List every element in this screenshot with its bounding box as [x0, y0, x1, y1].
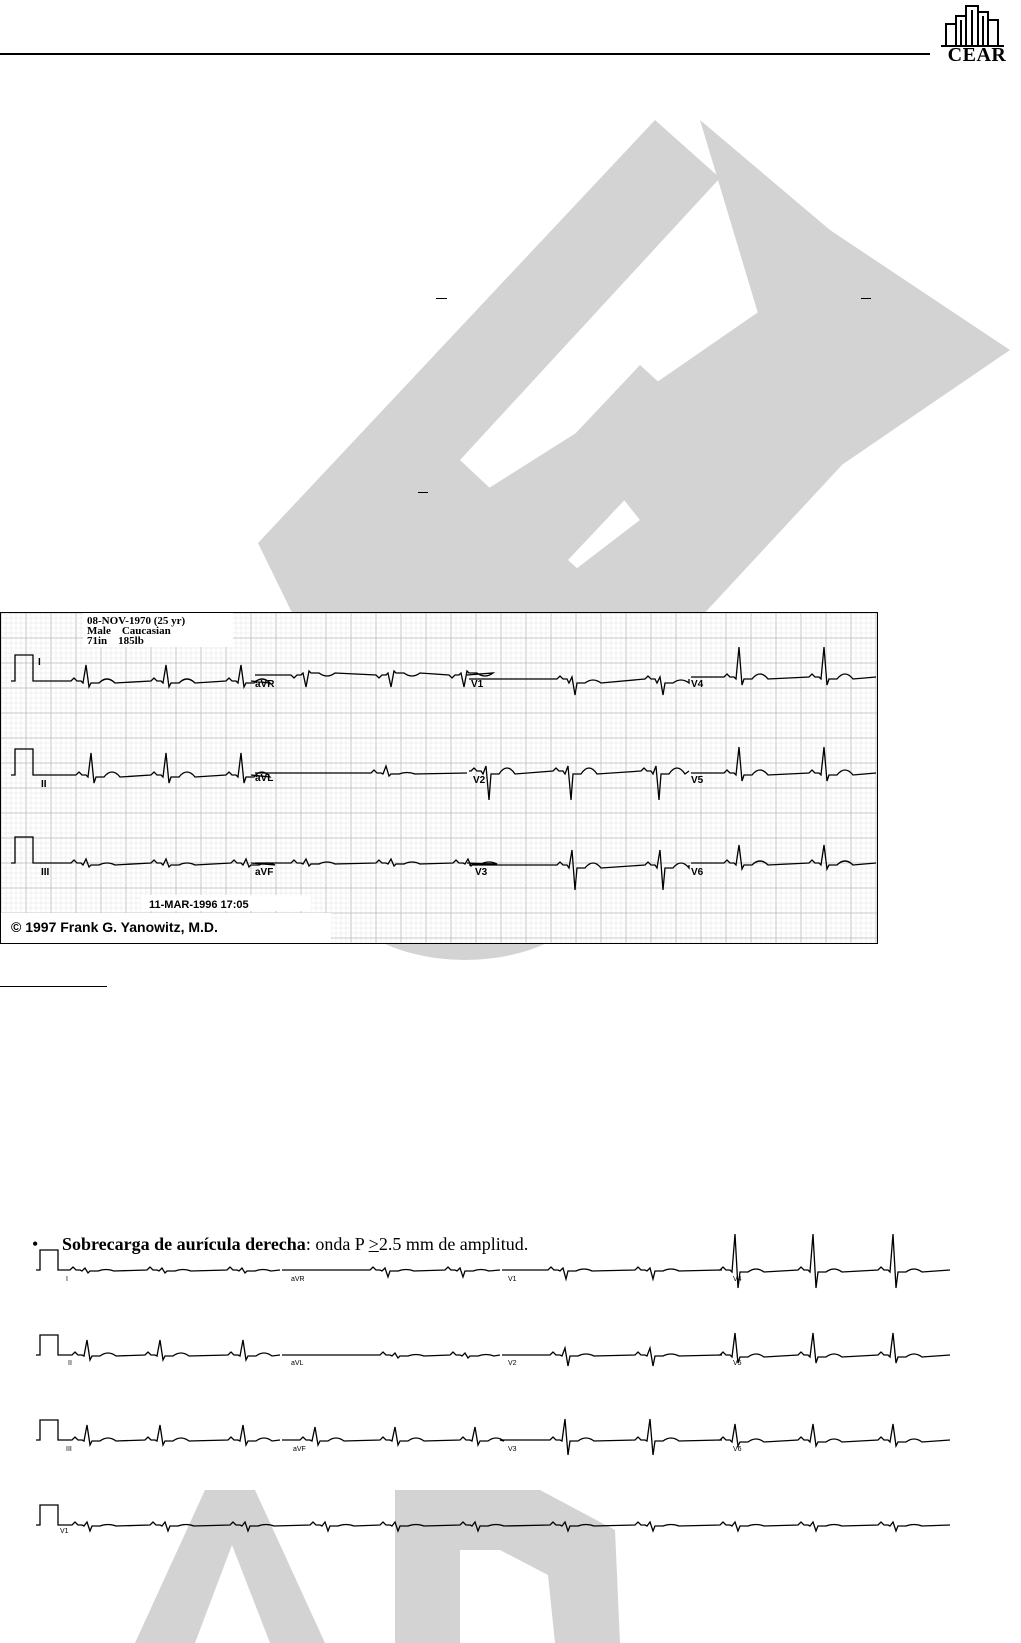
- calibration-pulse: [36, 1420, 62, 1440]
- lead-label: V4: [733, 1276, 742, 1283]
- lead-label: V6: [733, 1446, 742, 1453]
- lead-label: aVL: [255, 773, 274, 784]
- lead-label: V3: [475, 867, 488, 878]
- lead-label: V2: [473, 775, 486, 786]
- ecg-date: 11-MAR-1996 17:05: [149, 899, 249, 911]
- lead-label: V1: [60, 1528, 69, 1535]
- header-rule: [0, 53, 930, 55]
- logo-text: CEAR: [947, 44, 1007, 66]
- ecg-trace: [691, 845, 876, 869]
- patient-info: 08-NOV-1970 (25 yr) Male Caucasian 71in 185lb: [87, 615, 186, 647]
- ecg-trace: [502, 1419, 720, 1455]
- lead-label: V2: [508, 1360, 517, 1367]
- calibration-pulse: [36, 1335, 62, 1355]
- lead-label: V5: [691, 775, 704, 786]
- calibration-pulse: [36, 1505, 62, 1525]
- lead-label: I: [38, 657, 41, 668]
- ecg-figure-2: [0, 1220, 1021, 1550]
- calibration-pulse: [11, 837, 37, 863]
- greater-equal-symbol: >: [368, 1234, 379, 1254]
- lead-label: V1: [508, 1276, 517, 1283]
- ecg-trace: [62, 1425, 280, 1445]
- ecg-trace: [37, 665, 270, 687]
- lead-label: V5: [733, 1360, 742, 1367]
- lead-label: aVR: [291, 1276, 305, 1283]
- lead-label: aVL: [291, 1360, 304, 1367]
- lead-label: aVF: [293, 1446, 306, 1453]
- bullet-symbol: •: [32, 1234, 39, 1254]
- ecg-trace: [62, 1267, 280, 1273]
- lead-label: III: [66, 1446, 72, 1453]
- underscore-mark: [418, 492, 428, 493]
- underscore-mark: [861, 298, 871, 299]
- ecg-trace: [502, 1348, 720, 1366]
- lead-label: II: [41, 779, 47, 790]
- lead-label: V6: [691, 867, 704, 878]
- lead-label: II: [68, 1360, 72, 1367]
- bullet-heading: Sobrecarga de aurícula derecha: [62, 1234, 306, 1254]
- lead-label: III: [41, 867, 50, 878]
- underscore-mark: [436, 298, 447, 299]
- lead-label: V3: [508, 1446, 517, 1453]
- ecg-trace: [720, 1424, 950, 1446]
- ecg-trace: [691, 747, 876, 781]
- lead-label: V1: [471, 679, 484, 690]
- ecg-trace: [62, 1522, 950, 1531]
- ecg-trace: [282, 1352, 500, 1358]
- ecg-trace: [720, 1234, 950, 1288]
- ecg-trace: [282, 1427, 504, 1445]
- lead-label: aVR: [255, 679, 275, 690]
- lead-label: I: [66, 1276, 68, 1283]
- lead-label: V4: [691, 679, 704, 690]
- lead-label: aVF: [255, 867, 274, 878]
- bullet-text-after: 2.5 mm de amplitud.: [378, 1234, 529, 1254]
- ecg-trace: [62, 1340, 280, 1360]
- bullet-item-right-atrial: [32, 1234, 528, 1255]
- ecg-trace: [282, 1267, 500, 1277]
- ecg-grid-traces: [1, 613, 878, 944]
- ecg-copyright: © 1997 Frank G. Yanowitz, M.D.: [11, 919, 218, 935]
- ecg-figure-1: [0, 612, 878, 944]
- ecg-trace: [691, 647, 876, 685]
- short-underline: [0, 986, 107, 987]
- ecg-trace: [720, 1333, 950, 1363]
- ecg-trace: [255, 671, 493, 687]
- bullet-text-before: : onda P: [305, 1234, 369, 1254]
- ecg-trace: [502, 1267, 720, 1279]
